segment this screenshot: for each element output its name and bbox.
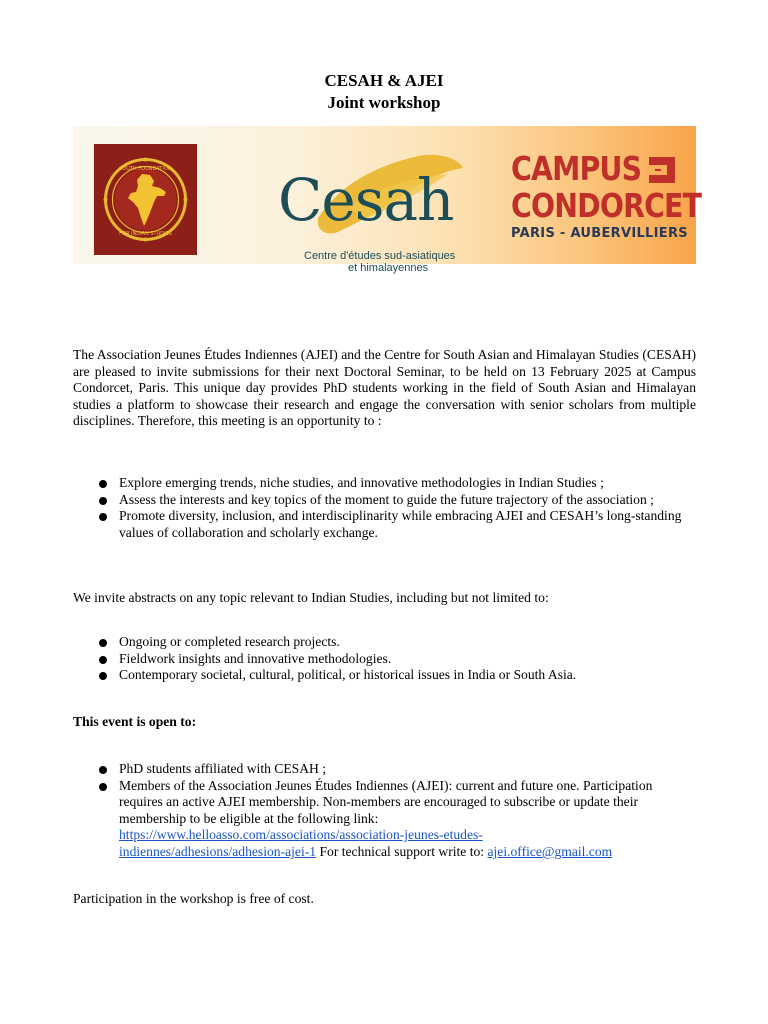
bullet-icon — [99, 639, 107, 647]
list-item: Promote diversity, inclusion, and interdisciplinarity while embracing AJEI and CESAH’s long-standing values of collaboration and scholarly exchange. — [73, 508, 696, 541]
support-text: For technical support write to: — [316, 843, 488, 859]
campus-wordmark-line-3: PARIS - AUBERVILLIERS — [511, 226, 688, 241]
list-item: PhD students affiliated with CESAH ; — [73, 761, 696, 778]
bullet-icon — [99, 480, 107, 488]
cesah-subtitle — [304, 250, 464, 274]
eligibility-heading: This event is open to: — [73, 714, 197, 729]
seal-text-top: YOUTH FOUNDATION — [119, 166, 172, 172]
intro-paragraph: The Association Jeunes Études Indiennes (AJEI) and the Centre for South Asian and Himalayan Studies (CESAH) are pleased to invite submissions for their next Doctoral Seminar, to be held on 13 February 2025 at Campus Condorcet, Paris. This unique day provides PhD students working in the field of South Asian and Himalayan studies a platform to showcase their research and engage the conversation with senior scholars from multiple disciplines. Therefore, this meeting is an opportunity to : — [73, 347, 696, 429]
list-item — [73, 778, 696, 861]
campus-glyph-icon — [646, 154, 678, 186]
bullet-icon — [99, 766, 107, 774]
list-item: Contemporary societal, cultural, political, or historical issues in India or South Asia. — [73, 667, 696, 684]
logo-banner — [73, 126, 702, 274]
bullet-icon — [99, 513, 107, 521]
ajei-seal-logo — [94, 144, 197, 255]
campus-wordmark-line-2: CONDORCET — [511, 186, 702, 225]
cesah-subtitle-line-2: et himalayennes — [348, 262, 429, 274]
topics-list — [73, 634, 696, 684]
seal-text-bottom: FOR INDIAN STUDIES — [119, 231, 172, 237]
cesah-logo — [278, 148, 456, 274]
support-email-link[interactable]: ajei.office@gmail.com — [487, 843, 613, 859]
list-item: Assess the interests and key topics of the moment to guide the future trajectory of the association ; — [73, 492, 696, 509]
goals-list — [73, 475, 696, 541]
list-item: Explore emerging trends, niche studies, and innovative methodologies in Indian Studies ; — [73, 475, 696, 492]
cesah-subtitle-line-1: Centre d'études sud-asiatiques — [304, 250, 456, 262]
eligibility-list — [73, 761, 696, 861]
list-item: Fieldwork insights and innovative methodologies. — [73, 651, 696, 668]
membership-text: Members of the Association Jeunes Études Indiennes (AJEI): current and future one. Participation requires an active AJEI membership. Non-members are encouraged to subscribe or update their membership to be eligible at the following link: — [119, 777, 653, 826]
bullet-icon — [99, 656, 107, 664]
cesah-wordmark: Cesah — [278, 166, 454, 234]
india-map-seal-icon — [94, 144, 197, 255]
campus-wordmark-line-1: CAMPUS — [511, 149, 642, 188]
cost-note: Participation in the workshop is free of cost. — [73, 891, 314, 906]
campus-condorcet-logo — [511, 149, 702, 242]
bullet-icon — [99, 672, 107, 680]
list-item: Ongoing or completed research projects. — [73, 634, 696, 651]
membership-link[interactable]: https://www.helloasso.com/associations/association-jeunes-etudes- indiennes/adhesions/adhesion-ajei-1 — [119, 827, 483, 859]
title-line-1: CESAH & AJEI — [324, 71, 444, 90]
invite-paragraph: We invite abstracts on any topic relevant to Indian Studies, including but not limited to: — [73, 590, 549, 605]
document-title — [0, 70, 768, 114]
title-line-2: Joint workshop — [327, 93, 441, 112]
bullet-icon — [99, 783, 107, 791]
bullet-icon — [99, 497, 107, 505]
